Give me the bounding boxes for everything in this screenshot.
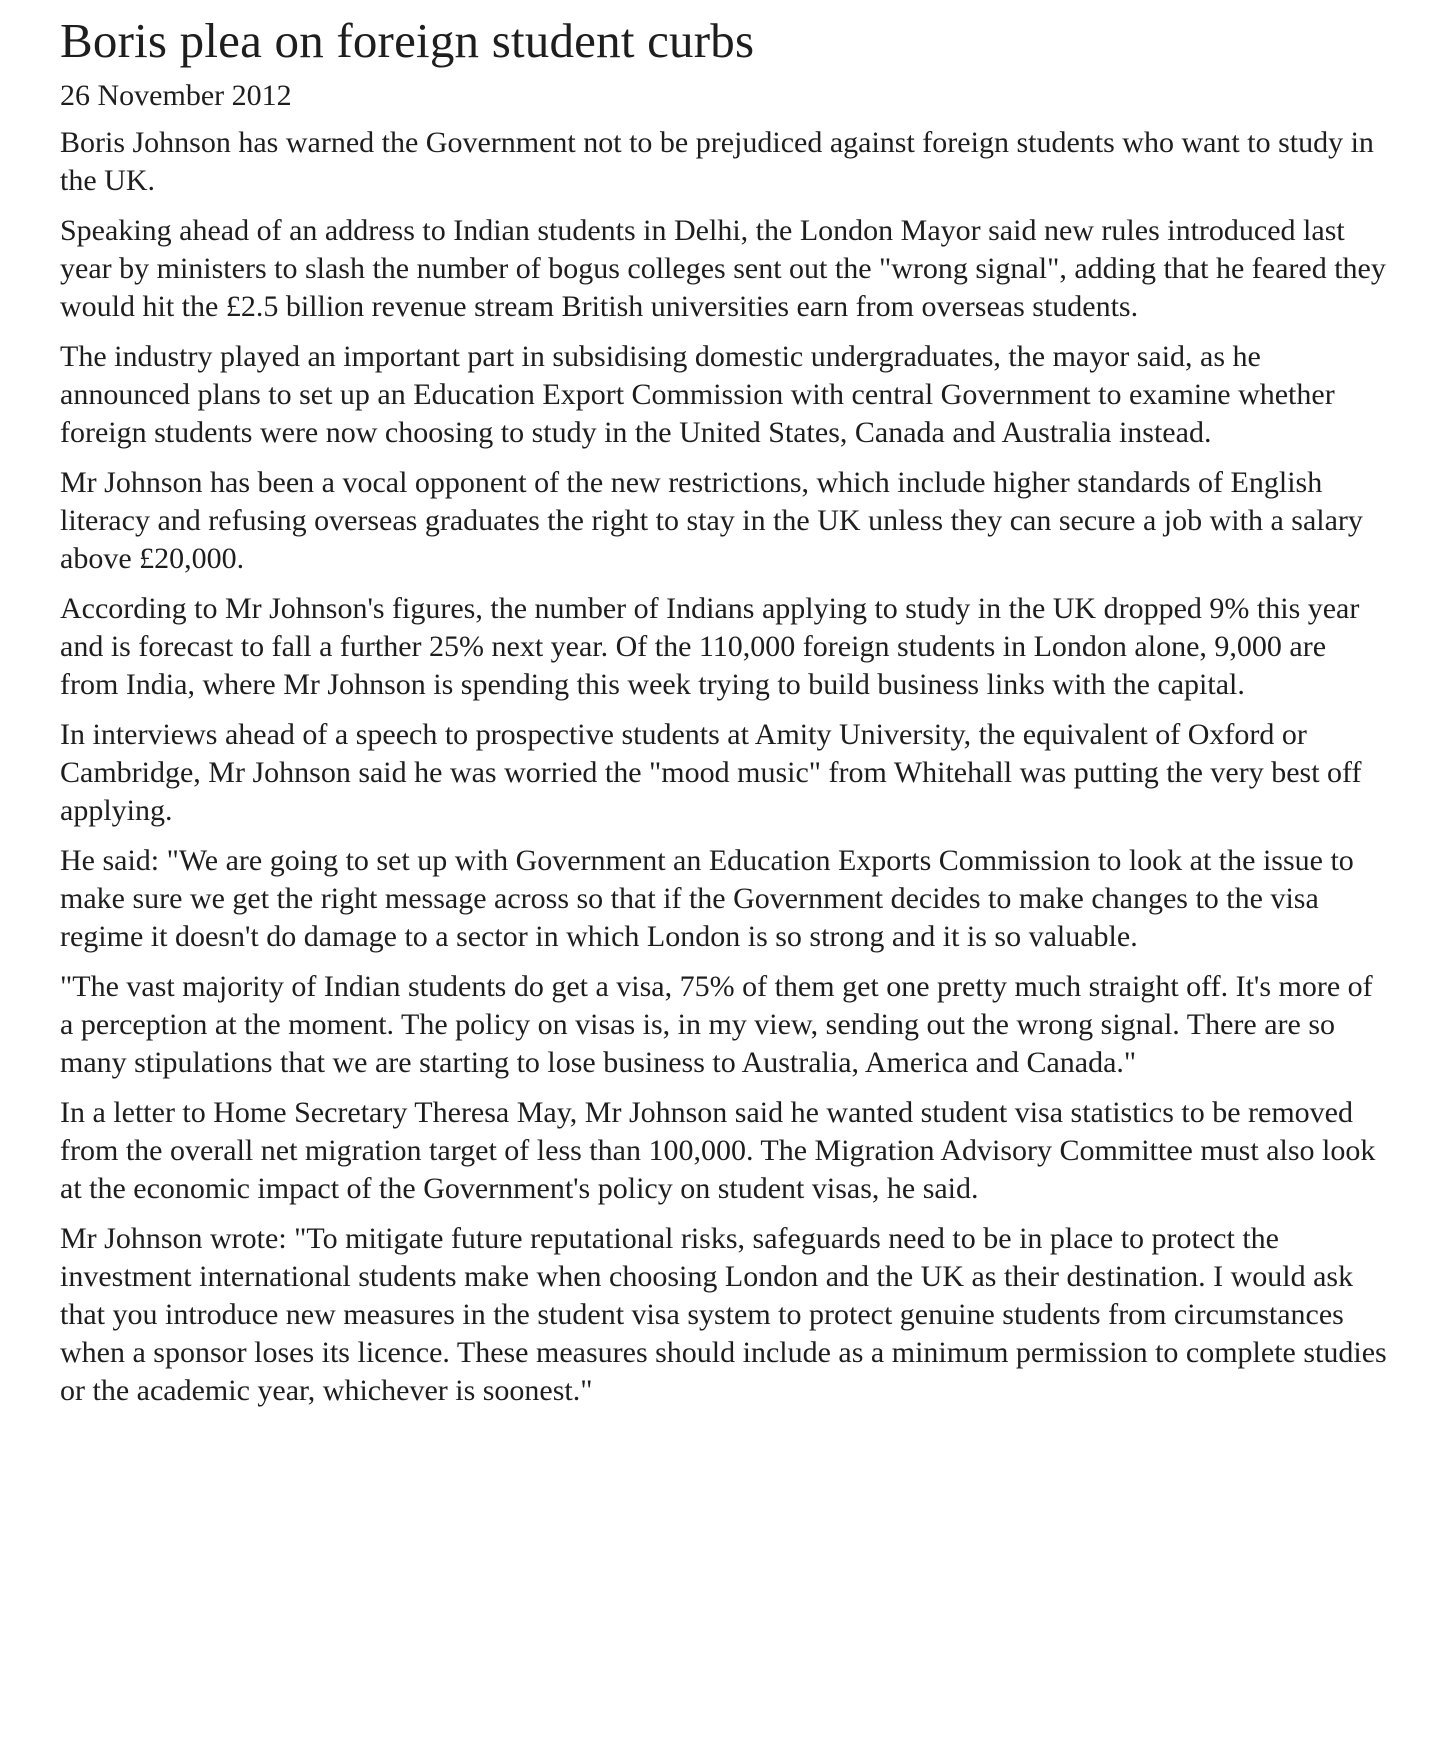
paragraph: The industry played an important part in subsidising domestic undergraduates, the mayor said, as he announced plans to set up an Education Export Commission with central Government to examine whether foreign students were now choosing to study in the United States, Canada and Australia instead.: [60, 340, 1335, 449]
paragraph: In interviews ahead of a speech to prospective students at Amity University, the equivalent of Oxford or Cambridge, Mr Johnson said he was worried the "mood music" from Whitehall was putting the very best off applying.: [60, 718, 1362, 827]
headline: Boris plea on foreign student curbs: [60, 13, 755, 68]
paragraph: Mr Johnson wrote: "To mitigate future reputational risks, safeguards need to be in place to protect the investment international students make when choosing London and the UK as their destination. I would ask that you introduce new measures in the student visa system to protect genuine students from circumstances when a sponsor loses its licence. These measures should include as a minimum permission to complete studies or the academic year, whichever is soonest.": [60, 1222, 1387, 1407]
paragraph: In a letter to Home Secretary Theresa May, Mr Johnson said he wanted student visa statistics to be removed from the overall net migration target of less than 100,000. The Migration Advisory Committee must also look at the economic impact of the Government's policy on student visas, he said.: [60, 1096, 1376, 1205]
article: [60, 10, 1390, 1422]
paragraph: Boris Johnson has warned the Government not to be prejudiced against foreign students who want to study in the UK.: [60, 126, 1374, 197]
paragraph: Speaking ahead of an address to Indian students in Delhi, the London Mayor said new rules introduced last year by ministers to slash the number of bogus colleges sent out the "wrong signal", adding that he feared they would hit the £2.5 billion revenue stream British universities earn from overseas students.: [60, 214, 1386, 323]
article-date: 26 November 2012: [60, 79, 292, 112]
paragraph: According to Mr Johnson's figures, the number of Indians applying to study in the UK dropped 9% this year and is forecast to fall a further 25% next year. Of the 110,000 foreign students in London alone, 9,000 are from India, where Mr Johnson is spending this week trying to build business links with the capital.: [60, 592, 1360, 701]
paragraph: He said: "We are going to set up with Government an Education Exports Commission to look at the issue to make sure we get the right message across so that if the Government decides to make changes to the visa regime it doesn't do damage to a sector in which London is so strong and it is so valuable.: [60, 844, 1354, 953]
paragraph: "The vast majority of Indian students do get a visa, 75% of them get one pretty much straight off. It's more of a perception at the moment. The policy on visas is, in my view, sending out the wrong signal. There are so many stipulations that we are starting to lose business to Australia, America and Canada.": [60, 970, 1373, 1079]
paragraph: Mr Johnson has been a vocal opponent of the new restrictions, which include higher standards of English literacy and refusing overseas graduates the right to stay in the UK unless they can secure a job with a salary above £20,000.: [60, 466, 1363, 575]
